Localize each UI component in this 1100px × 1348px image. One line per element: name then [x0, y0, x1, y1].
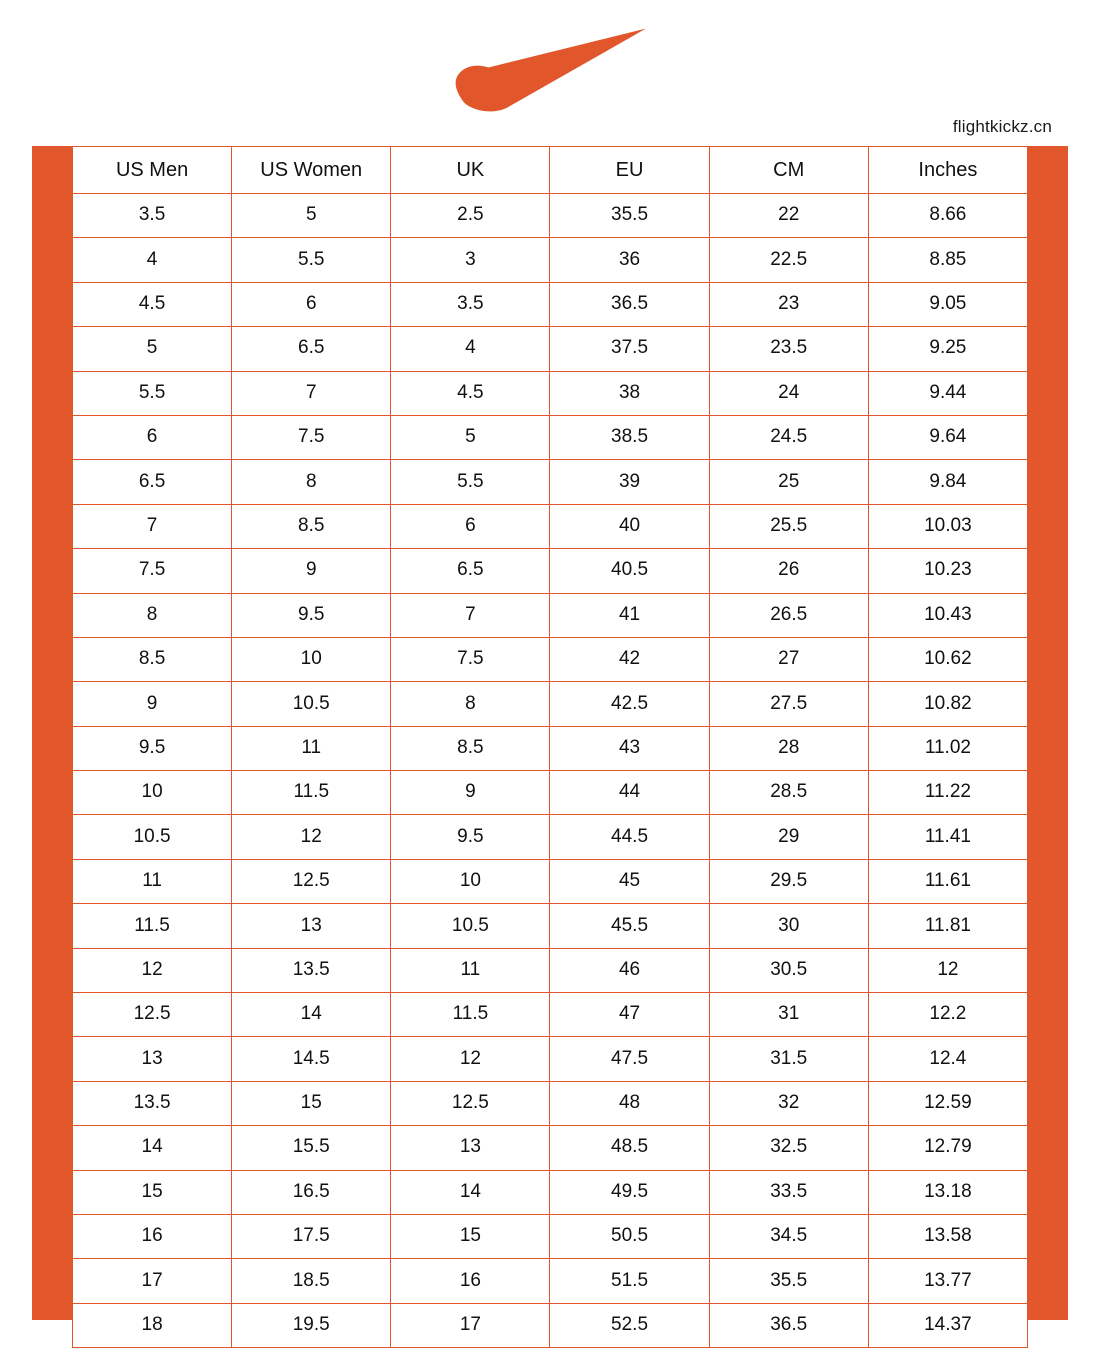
cell-us-women: 6: [232, 282, 391, 326]
cell-cm: 26: [709, 549, 868, 593]
cell-inches: 11.41: [868, 815, 1027, 859]
cell-inches: 8.66: [868, 194, 1027, 238]
cell-us-men: 12.5: [73, 993, 232, 1037]
cell-inches: 9.05: [868, 282, 1027, 326]
cell-eu: 47: [550, 993, 709, 1037]
cell-uk: 4.5: [391, 371, 550, 415]
cell-cm: 30: [709, 904, 868, 948]
cell-cm: 24.5: [709, 415, 868, 459]
cell-us-men: 14: [73, 1126, 232, 1170]
cell-cm: 25: [709, 460, 868, 504]
column-header-us-men: US Men: [73, 147, 232, 194]
cell-inches: 9.25: [868, 327, 1027, 371]
cell-cm: 23: [709, 282, 868, 326]
cell-uk: 2.5: [391, 194, 550, 238]
cell-eu: 44: [550, 771, 709, 815]
cell-uk: 9: [391, 771, 550, 815]
table-row: [73, 1214, 1028, 1258]
cell-eu: 35.5: [550, 194, 709, 238]
table-header-row: [73, 147, 1028, 194]
cell-uk: 10: [391, 859, 550, 903]
cell-cm: 26.5: [709, 593, 868, 637]
cell-us-men: 11.5: [73, 904, 232, 948]
cell-us-men: 15: [73, 1170, 232, 1214]
cell-us-women: 11.5: [232, 771, 391, 815]
cell-us-women: 16.5: [232, 1170, 391, 1214]
cell-uk: 13: [391, 1126, 550, 1170]
cell-inches: 10.03: [868, 504, 1027, 548]
cell-us-women: 14.5: [232, 1037, 391, 1081]
cell-us-men: 11: [73, 859, 232, 903]
cell-cm: 27: [709, 637, 868, 681]
cell-us-men: 8.5: [73, 637, 232, 681]
cell-uk: 12: [391, 1037, 550, 1081]
table-row: [73, 238, 1028, 282]
table-row: [73, 415, 1028, 459]
cell-uk: 7.5: [391, 637, 550, 681]
cell-cm: 23.5: [709, 327, 868, 371]
cell-us-women: 18.5: [232, 1259, 391, 1303]
column-header-eu: EU: [550, 147, 709, 194]
cell-uk: 6: [391, 504, 550, 548]
cell-us-women: 5: [232, 194, 391, 238]
nike-swoosh-logo: [0, 18, 1100, 118]
cell-inches: 11.22: [868, 771, 1027, 815]
cell-eu: 38.5: [550, 415, 709, 459]
table-row: [73, 593, 1028, 637]
cell-uk: 10.5: [391, 904, 550, 948]
cell-us-women: 5.5: [232, 238, 391, 282]
cell-us-men: 7.5: [73, 549, 232, 593]
cell-eu: 41: [550, 593, 709, 637]
cell-us-women: 9: [232, 549, 391, 593]
cell-inches: 9.84: [868, 460, 1027, 504]
cell-inches: 13.18: [868, 1170, 1027, 1214]
cell-inches: 10.82: [868, 682, 1027, 726]
cell-us-women: 12.5: [232, 859, 391, 903]
cell-us-women: 17.5: [232, 1214, 391, 1258]
table-row: [73, 815, 1028, 859]
table-row: [73, 549, 1028, 593]
cell-cm: 33.5: [709, 1170, 868, 1214]
cell-us-women: 8: [232, 460, 391, 504]
table-row: [73, 282, 1028, 326]
column-header-cm: CM: [709, 147, 868, 194]
table-row: [73, 637, 1028, 681]
table-row: [73, 771, 1028, 815]
cell-us-men: 4: [73, 238, 232, 282]
cell-inches: 10.62: [868, 637, 1027, 681]
table-row: [73, 948, 1028, 992]
cell-eu: 40.5: [550, 549, 709, 593]
watermark-text: flightkickz.cn: [952, 117, 1052, 136]
cell-uk: 8.5: [391, 726, 550, 770]
cell-eu: 45: [550, 859, 709, 903]
cell-cm: 35.5: [709, 1259, 868, 1303]
cell-us-women: 19.5: [232, 1303, 391, 1347]
table-row: [73, 1303, 1028, 1347]
cell-cm: 24: [709, 371, 868, 415]
cell-cm: 31: [709, 993, 868, 1037]
cell-eu: 44.5: [550, 815, 709, 859]
cell-uk: 5.5: [391, 460, 550, 504]
cell-us-men: 17: [73, 1259, 232, 1303]
cell-uk: 4: [391, 327, 550, 371]
cell-eu: 52.5: [550, 1303, 709, 1347]
cell-uk: 16: [391, 1259, 550, 1303]
cell-eu: 51.5: [550, 1259, 709, 1303]
cell-us-men: 10.5: [73, 815, 232, 859]
cell-cm: 29: [709, 815, 868, 859]
cell-eu: 42.5: [550, 682, 709, 726]
cell-uk: 9.5: [391, 815, 550, 859]
table-row: [73, 682, 1028, 726]
cell-eu: 38: [550, 371, 709, 415]
cell-us-women: 13.5: [232, 948, 391, 992]
cell-inches: 13.77: [868, 1259, 1027, 1303]
cell-cm: 32: [709, 1081, 868, 1125]
table-row: [73, 1081, 1028, 1125]
cell-us-men: 6: [73, 415, 232, 459]
cell-cm: 28: [709, 726, 868, 770]
cell-us-men: 13: [73, 1037, 232, 1081]
table-row: [73, 1037, 1028, 1081]
cell-inches: 9.64: [868, 415, 1027, 459]
cell-uk: 14: [391, 1170, 550, 1214]
column-header-us-women: US Women: [232, 147, 391, 194]
cell-eu: 36: [550, 238, 709, 282]
cell-us-women: 13: [232, 904, 391, 948]
cell-us-men: 8: [73, 593, 232, 637]
cell-us-women: 15.5: [232, 1126, 391, 1170]
table-row: [73, 460, 1028, 504]
cell-eu: 39: [550, 460, 709, 504]
cell-cm: 36.5: [709, 1303, 868, 1347]
size-chart-inner: [72, 146, 1028, 1336]
cell-eu: 49.5: [550, 1170, 709, 1214]
cell-cm: 30.5: [709, 948, 868, 992]
cell-us-women: 15: [232, 1081, 391, 1125]
cell-us-women: 10: [232, 637, 391, 681]
cell-us-men: 6.5: [73, 460, 232, 504]
cell-eu: 37.5: [550, 327, 709, 371]
cell-us-women: 7: [232, 371, 391, 415]
cell-inches: 8.85: [868, 238, 1027, 282]
table-row: [73, 371, 1028, 415]
cell-inches: 14.37: [868, 1303, 1027, 1347]
table-row: [73, 993, 1028, 1037]
column-header-uk: UK: [391, 147, 550, 194]
cell-inches: 9.44: [868, 371, 1027, 415]
cell-us-men: 16: [73, 1214, 232, 1258]
table-row: [73, 726, 1028, 770]
cell-eu: 47.5: [550, 1037, 709, 1081]
cell-uk: 12.5: [391, 1081, 550, 1125]
table-row: [73, 327, 1028, 371]
cell-eu: 42: [550, 637, 709, 681]
cell-uk: 6.5: [391, 549, 550, 593]
cell-us-women: 14: [232, 993, 391, 1037]
cell-eu: 45.5: [550, 904, 709, 948]
cell-cm: 28.5: [709, 771, 868, 815]
cell-inches: 12: [868, 948, 1027, 992]
column-header-inches: Inches: [868, 147, 1027, 194]
cell-inches: 13.58: [868, 1214, 1027, 1258]
cell-inches: 11.61: [868, 859, 1027, 903]
cell-us-men: 4.5: [73, 282, 232, 326]
cell-uk: 3.5: [391, 282, 550, 326]
cell-eu: 46: [550, 948, 709, 992]
cell-us-men: 18: [73, 1303, 232, 1347]
cell-inches: 12.4: [868, 1037, 1027, 1081]
cell-uk: 7: [391, 593, 550, 637]
cell-inches: 12.2: [868, 993, 1027, 1037]
cell-uk: 8: [391, 682, 550, 726]
shoe-size-table: [72, 146, 1028, 1348]
cell-inches: 11.02: [868, 726, 1027, 770]
size-chart-frame: [32, 146, 1068, 1336]
cell-inches: 12.59: [868, 1081, 1027, 1125]
cell-us-women: 9.5: [232, 593, 391, 637]
cell-uk: 15: [391, 1214, 550, 1258]
cell-eu: 36.5: [550, 282, 709, 326]
cell-cm: 29.5: [709, 859, 868, 903]
cell-us-women: 11: [232, 726, 391, 770]
cell-inches: 10.43: [868, 593, 1027, 637]
cell-us-men: 7: [73, 504, 232, 548]
cell-cm: 27.5: [709, 682, 868, 726]
cell-inches: 12.79: [868, 1126, 1027, 1170]
cell-cm: 34.5: [709, 1214, 868, 1258]
cell-us-women: 10.5: [232, 682, 391, 726]
table-row: [73, 504, 1028, 548]
cell-inches: 11.81: [868, 904, 1027, 948]
table-header: [73, 147, 1028, 194]
cell-eu: 48.5: [550, 1126, 709, 1170]
table-row: [73, 1126, 1028, 1170]
cell-us-men: 5.5: [73, 371, 232, 415]
cell-us-men: 13.5: [73, 1081, 232, 1125]
cell-inches: 10.23: [868, 549, 1027, 593]
cell-uk: 11.5: [391, 993, 550, 1037]
cell-eu: 48: [550, 1081, 709, 1125]
cell-us-women: 8.5: [232, 504, 391, 548]
table-body: [73, 194, 1028, 1348]
cell-eu: 43: [550, 726, 709, 770]
cell-us-women: 12: [232, 815, 391, 859]
cell-us-men: 12: [73, 948, 232, 992]
table-row: [73, 194, 1028, 238]
cell-eu: 40: [550, 504, 709, 548]
cell-uk: 17: [391, 1303, 550, 1347]
cell-cm: 25.5: [709, 504, 868, 548]
table-row: [73, 1170, 1028, 1214]
cell-us-men: 9: [73, 682, 232, 726]
cell-cm: 22: [709, 194, 868, 238]
cell-uk: 11: [391, 948, 550, 992]
cell-us-women: 7.5: [232, 415, 391, 459]
table-row: [73, 1259, 1028, 1303]
cell-us-men: 10: [73, 771, 232, 815]
cell-cm: 32.5: [709, 1126, 868, 1170]
cell-us-men: 5: [73, 327, 232, 371]
cell-uk: 5: [391, 415, 550, 459]
table-row: [73, 859, 1028, 903]
cell-eu: 50.5: [550, 1214, 709, 1258]
cell-cm: 22.5: [709, 238, 868, 282]
cell-us-men: 3.5: [73, 194, 232, 238]
cell-us-women: 6.5: [232, 327, 391, 371]
cell-us-men: 9.5: [73, 726, 232, 770]
cell-uk: 3: [391, 238, 550, 282]
table-row: [73, 904, 1028, 948]
cell-cm: 31.5: [709, 1037, 868, 1081]
